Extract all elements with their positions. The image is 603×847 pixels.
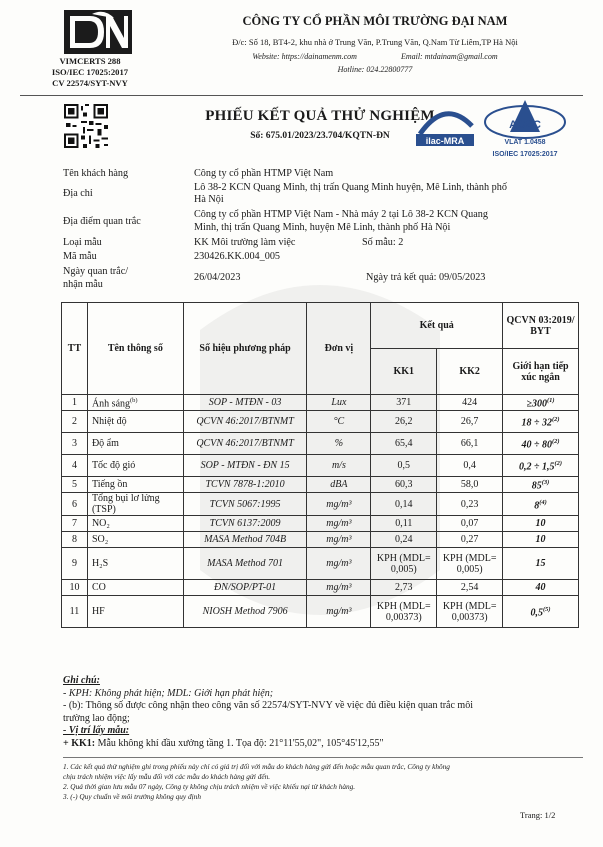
table-row — [62, 395, 579, 411]
cell-kk2 — [437, 433, 503, 455]
results-body — [62, 395, 579, 628]
cell-name-text: NO₂ — [91, 518, 110, 529]
cell-limit-text: 10 — [535, 518, 546, 529]
header-tt: TT — [62, 303, 88, 395]
location-text: Mẫu không khí đầu xưởng tầng 1. Tọa độ: 21°11'55,02", 105°45'12,55" — [95, 737, 384, 749]
customer-value: Công ty cổ phần HTMP Việt Nam — [194, 168, 334, 179]
cell-tt-text: 7 — [71, 518, 77, 529]
note-b-line2: trường lao động; — [63, 712, 130, 724]
cell-unit-text: mg/m³ — [326, 498, 352, 510]
date-label-line1: Ngày quan trắc/ — [63, 266, 129, 277]
header-name: Tên thông số — [87, 303, 183, 395]
cell-method-text: QCVN 46:2017/BTNMT — [196, 438, 294, 449]
cell-limit-text: 15 — [535, 558, 546, 569]
cell-kk2-text: 26,7 — [460, 416, 479, 427]
cell-name-text: H₂S — [91, 558, 109, 569]
date-value: 26/04/2023 — [194, 272, 241, 283]
cell-kk2 — [437, 493, 503, 516]
cell-unit — [307, 516, 371, 532]
cell-tt — [62, 411, 88, 433]
cell-name — [87, 395, 183, 411]
table-row — [62, 493, 579, 516]
aosc-text: AOSC — [509, 119, 541, 131]
cell-kk1 — [371, 455, 437, 477]
cell-limit — [503, 532, 579, 548]
website-text: Website: https://dainamenm.com — [252, 52, 357, 61]
cell-kk1-text: 65,4 — [395, 438, 413, 449]
cell-tt-text: 2 — [71, 416, 77, 427]
header-kk2: KK2 — [437, 349, 503, 395]
cell-method — [183, 580, 307, 596]
cell-tt — [62, 548, 88, 580]
cell-limit-text: ≥300 — [526, 398, 547, 410]
ilac-text: ilac-MRA — [425, 136, 465, 146]
cell-method-text: TCVN 7878-1:2010 — [205, 479, 285, 490]
cell-kk1-text: 2,73 — [395, 582, 413, 593]
cell-unit — [307, 532, 371, 548]
cell-name-text: Độ ẩm — [91, 438, 119, 449]
cell-kk2 — [437, 455, 503, 477]
cell-method-text: SOP - MTĐN - ĐN 15 — [200, 460, 290, 471]
customer-label: Tên khách hàng — [63, 168, 129, 179]
header-limit: Giới hạn tiếp xúc ngắn — [503, 349, 579, 395]
cell-kk2 — [437, 516, 503, 532]
cell-unit — [307, 596, 371, 628]
cell-unit — [307, 411, 371, 433]
cell-limit-text: 0,2 ÷ 1,5 — [519, 461, 555, 473]
ilac-mra-badge-icon — [414, 104, 476, 154]
header-qcvn: QCVN 03:2019/ BYT — [503, 303, 579, 349]
cell-unit — [307, 548, 371, 580]
hotline-text: Hotline: 024.22800777 — [337, 65, 413, 74]
sample-count: Số mẫu: 2 — [362, 237, 404, 248]
footer-note-3: 3. (-) Quy chuẩn về môi trường không quy định — [63, 792, 201, 801]
cell-unit-text: °C — [333, 416, 345, 427]
document-title: PHIẾU KẾT QUẢ THỬ NGHIỆM — [205, 108, 435, 124]
cell-method-text: TCVN 5067:1995 — [209, 498, 281, 510]
cell-limit-text: 40 ÷ 80 — [521, 439, 552, 451]
cell-tt-text: 9 — [71, 558, 77, 569]
cell-kk1 — [371, 516, 437, 532]
cell-kk2 — [437, 580, 503, 596]
cell-name-text: Tiếng ồn — [91, 479, 128, 490]
table-row — [62, 455, 579, 477]
cell-unit-text: mg/m³ — [326, 606, 352, 617]
cell-tt — [62, 580, 88, 596]
cell-kk1-text: 371 — [396, 397, 412, 408]
cell-limit-text: 18 ÷ 32 — [521, 417, 552, 429]
cell-tt-text: 5 — [71, 479, 77, 490]
cell-unit — [307, 455, 371, 477]
address-label: Địa chỉ — [63, 188, 93, 199]
cell-limit — [503, 411, 579, 433]
cell-limit-text: 10 — [535, 534, 546, 545]
cell-method — [183, 596, 307, 628]
footer-notes — [63, 762, 583, 802]
footer-note-1: 1. Các kết quả thử nghiệm ghi trong phiếu này chỉ có giá trị đối với mẫu do khách hàng gửi đến hoặc mẫu quan trắc, Công ty không — [63, 762, 450, 771]
header-kk1: KK1 — [371, 349, 437, 395]
cell-tt — [62, 455, 88, 477]
cell-limit-superscript: (2) — [552, 416, 560, 424]
cell-kk2-text: 0,27 — [460, 534, 479, 545]
cell-kk2-text: 58,0 — [460, 479, 479, 490]
cell-kk2-text: 0,07 — [460, 518, 479, 529]
footer-note-1b: chịu trách nhiệm việc lấy mẫu đối với các mẫu do khách hàng gửi đến. — [63, 772, 271, 781]
cell-kk1-text: KPH (MDL= 0,005) — [376, 552, 431, 575]
header-method: Số hiệu phương pháp — [183, 303, 307, 395]
cell-unit-text: mg/m³ — [326, 518, 352, 529]
location-code: + KK1: — [63, 737, 96, 749]
cell-limit — [503, 455, 579, 477]
cell-name — [87, 516, 183, 532]
cell-name — [87, 532, 183, 548]
table-row — [62, 516, 579, 532]
cell-kk1 — [371, 433, 437, 455]
cell-kk2-text: 0,23 — [460, 498, 479, 510]
cell-name-text: Ánh sáng — [91, 398, 131, 410]
cell-limit — [503, 516, 579, 532]
qr-code-icon — [64, 104, 108, 148]
cell-tt — [62, 395, 88, 411]
cell-unit-text: mg/m³ — [326, 534, 352, 545]
cell-kk1 — [371, 532, 437, 548]
cell-tt — [62, 477, 88, 493]
certification-list — [20, 56, 160, 89]
cell-limit — [503, 395, 579, 411]
cell-limit-superscript: (5) — [543, 606, 551, 614]
site-label: Địa điểm quan trắc — [63, 216, 141, 227]
cell-method-text: QCVN 46:2017/BTNMT — [196, 416, 294, 427]
cell-kk2 — [437, 411, 503, 433]
site-value-line1: Công ty cổ phần HTMP Việt Nam - Nhà máy 2 tại Lô 38-2 KCN Quang — [194, 209, 488, 220]
cell-tt — [62, 532, 88, 548]
cell-name-text: SO₂ — [91, 534, 109, 545]
table-row — [62, 532, 579, 548]
cell-method — [183, 455, 307, 477]
cell-tt-text: 3 — [71, 438, 77, 449]
cell-method-text: NIOSH Method 7906 — [202, 606, 288, 617]
cell-name — [87, 433, 183, 455]
cell-limit — [503, 548, 579, 580]
footer-divider — [63, 757, 583, 758]
cell-unit-text: mg/m³ — [326, 582, 352, 593]
cell-name-text: CO — [91, 582, 106, 593]
return-date: Ngày trả kết quả: 09/05/2023 — [366, 272, 486, 283]
table-row — [62, 433, 579, 455]
cell-tt — [62, 516, 88, 532]
cell-method-text: TCVN 6137:2009 — [209, 518, 281, 529]
cell-tt — [62, 433, 88, 455]
cell-limit — [503, 580, 579, 596]
cell-kk2-text: KPH (MDL= 0,00373) — [442, 600, 497, 623]
cell-unit-text: mg/m³ — [326, 558, 352, 569]
cell-kk1 — [371, 580, 437, 596]
cell-unit-text: dBA — [330, 479, 348, 490]
cell-limit — [503, 433, 579, 455]
cell-kk1 — [371, 493, 437, 516]
cell-name — [87, 411, 183, 433]
cell-limit-superscript: (4) — [539, 498, 547, 506]
cell-name — [87, 493, 183, 516]
cell-name-text: HF — [91, 606, 105, 617]
cell-name-text: Tốc độ gió — [91, 460, 136, 471]
site-value-line2: Minh, thị trấn Quang Minh, huyện Mê Linh, thành phố Hà Nội — [194, 222, 451, 233]
cell-unit-text: m/s — [331, 460, 346, 471]
cell-method-text: MASA Method 704B — [204, 534, 287, 545]
cell-unit — [307, 580, 371, 596]
address-value-line1: Lô 38-2 KCN Quang Minh, thị trấn Quang Minh huyện, Mê Linh, thành phố — [194, 182, 507, 193]
cell-method — [183, 477, 307, 493]
cell-unit — [307, 395, 371, 411]
cell-unit-text: Lux — [331, 397, 347, 408]
cert-cv: CV 22574/SYT-NVY — [52, 78, 128, 88]
cell-kk2 — [437, 596, 503, 628]
cell-unit — [307, 477, 371, 493]
cell-name — [87, 477, 183, 493]
sample-code-value: 230426.KK.004_005 — [194, 251, 281, 262]
cell-tt-text: 1 — [71, 397, 77, 408]
cell-limit — [503, 477, 579, 493]
cell-limit-text: 8 — [534, 500, 540, 512]
cell-method — [183, 532, 307, 548]
sample-type-value: KK Môi trường làm việc — [194, 237, 296, 248]
note-b-line1: - (b): Thông số được công nhận theo công văn số 22574/SYT-NVY về việc đủ điều kiện quan trắc môi — [63, 700, 473, 711]
cell-limit-superscript: (1) — [547, 397, 555, 405]
company-contact — [160, 52, 590, 61]
notes-title: Ghi chú: — [63, 675, 100, 686]
cell-name-text: Nhiệt độ — [91, 416, 127, 427]
date-label-line2: nhận mẫu — [63, 279, 103, 290]
cell-tt-text: 4 — [71, 460, 77, 471]
cell-limit — [503, 596, 579, 628]
cell-kk2-text: 424 — [462, 397, 478, 408]
cell-unit — [307, 493, 371, 516]
cell-kk2-text: 0,4 — [463, 460, 476, 471]
cell-limit-superscript: (2) — [552, 438, 560, 446]
company-name: CÔNG TY CỔ PHẦN MÔI TRƯỜNG ĐẠI NAM — [242, 14, 508, 28]
cell-method — [183, 395, 307, 411]
header-unit: Đơn vị — [307, 303, 371, 395]
cert-iso: ISO/IEC 17025:2017 — [51, 67, 129, 77]
cell-method-text: ĐN/SOP/PT-01 — [214, 582, 277, 593]
cell-tt — [62, 493, 88, 516]
note-kph: - KPH: Không phát hiện; MDL: Giới hạn phát hiện; — [63, 687, 274, 699]
cell-unit-text: % — [334, 438, 344, 449]
cell-unit — [307, 433, 371, 455]
cell-kk2 — [437, 395, 503, 411]
cell-kk1-text: 0,11 — [395, 518, 413, 529]
cell-limit-text: 85 — [531, 480, 542, 492]
cell-kk1-text: 60,3 — [395, 479, 413, 490]
cell-kk2 — [437, 477, 503, 493]
cell-kk2-text: KPH (MDL= 0,005) — [442, 552, 497, 575]
location-kk1 — [63, 738, 583, 751]
cell-kk1-text: 0,14 — [395, 498, 413, 510]
aosc-vlat-text: VLAT 1.0458 — [504, 139, 546, 146]
cell-kk1 — [371, 477, 437, 493]
cell-kk2-text: 66,1 — [460, 438, 479, 449]
cell-kk1-text: 0,5 — [397, 460, 411, 471]
cert-vimcerts: VIMCERTS 288 — [59, 56, 121, 66]
cell-kk1 — [371, 548, 437, 580]
cell-name — [87, 455, 183, 477]
cell-tt-text: 6 — [71, 498, 77, 510]
cell-name — [87, 580, 183, 596]
cell-kk1-text: KPH (MDL= 0,00373) — [376, 600, 431, 623]
cell-method-text: MASA Method 701 — [207, 558, 284, 569]
company-address: Đ/c: Số 18, BT4-2, khu nhà ở Trung Văn, P.Trung Văn, Q.Nam Từ Liêm,TP Hà Nội — [232, 37, 518, 47]
address-value-line2: Hà Nội — [194, 194, 224, 205]
cell-method — [183, 493, 307, 516]
cell-limit-text: 0,5 — [530, 607, 543, 619]
cell-kk1-text: 0,24 — [395, 534, 413, 545]
table-row — [62, 477, 579, 493]
cell-kk1 — [371, 395, 437, 411]
header-divider — [20, 95, 583, 96]
cell-limit-superscript: (3) — [541, 479, 550, 487]
table-row — [62, 548, 579, 580]
cell-kk1 — [371, 411, 437, 433]
aosc-iso-text: ISO/IEC 17025:2017 — [492, 151, 558, 158]
cell-kk2 — [437, 548, 503, 580]
cell-kk2-text: 2,54 — [460, 582, 479, 593]
page-number: Trang: 1/2 — [520, 810, 556, 820]
table-row — [62, 411, 579, 433]
footer-note-2: 2. Quá thời gian lưu mẫu 07 ngày, Công ty không chịu trách nhiệm về việc khiếu nại từ khách hàng. — [63, 782, 356, 791]
company-logo-icon — [64, 10, 132, 54]
document-number: Số: 675.01/2023/23.704/KQTN-ĐN — [250, 131, 390, 141]
cell-limit-text: 40 — [535, 582, 546, 593]
cell-limit — [503, 493, 579, 516]
notes-section — [63, 675, 583, 750]
table-row — [62, 580, 579, 596]
cell-name — [87, 548, 183, 580]
cell-method — [183, 516, 307, 532]
cell-method — [183, 548, 307, 580]
cell-method — [183, 411, 307, 433]
cell-method-text: SOP - MTĐN - 03 — [208, 397, 282, 408]
header-result: Kết quả — [371, 303, 503, 349]
sample-code-label: Mã mẫu — [63, 251, 97, 262]
cell-kk1-text: 26,2 — [395, 416, 413, 427]
results-table — [61, 302, 579, 628]
table-row — [62, 596, 579, 628]
cell-tt — [62, 596, 88, 628]
sample-type-label: Loại mẫu — [63, 237, 102, 248]
cell-tt-text: 11 — [69, 606, 80, 617]
cell-name-text: Tổng bụi lơ lửng (TSP) — [91, 493, 160, 515]
cell-method — [183, 433, 307, 455]
cell-kk2 — [437, 532, 503, 548]
email-text: Email: mtdainam@gmail.com — [400, 52, 498, 61]
cell-name — [87, 596, 183, 628]
cell-kk1 — [371, 596, 437, 628]
aosc-badge-icon — [480, 98, 570, 164]
cell-limit-superscript: (2) — [554, 460, 563, 468]
location-title: - Vị trí lấy mẫu: — [63, 725, 130, 736]
cell-tt-text: 8 — [71, 534, 77, 545]
cell-name-superscript: (b) — [130, 397, 138, 405]
cell-tt-text: 10 — [69, 582, 80, 593]
